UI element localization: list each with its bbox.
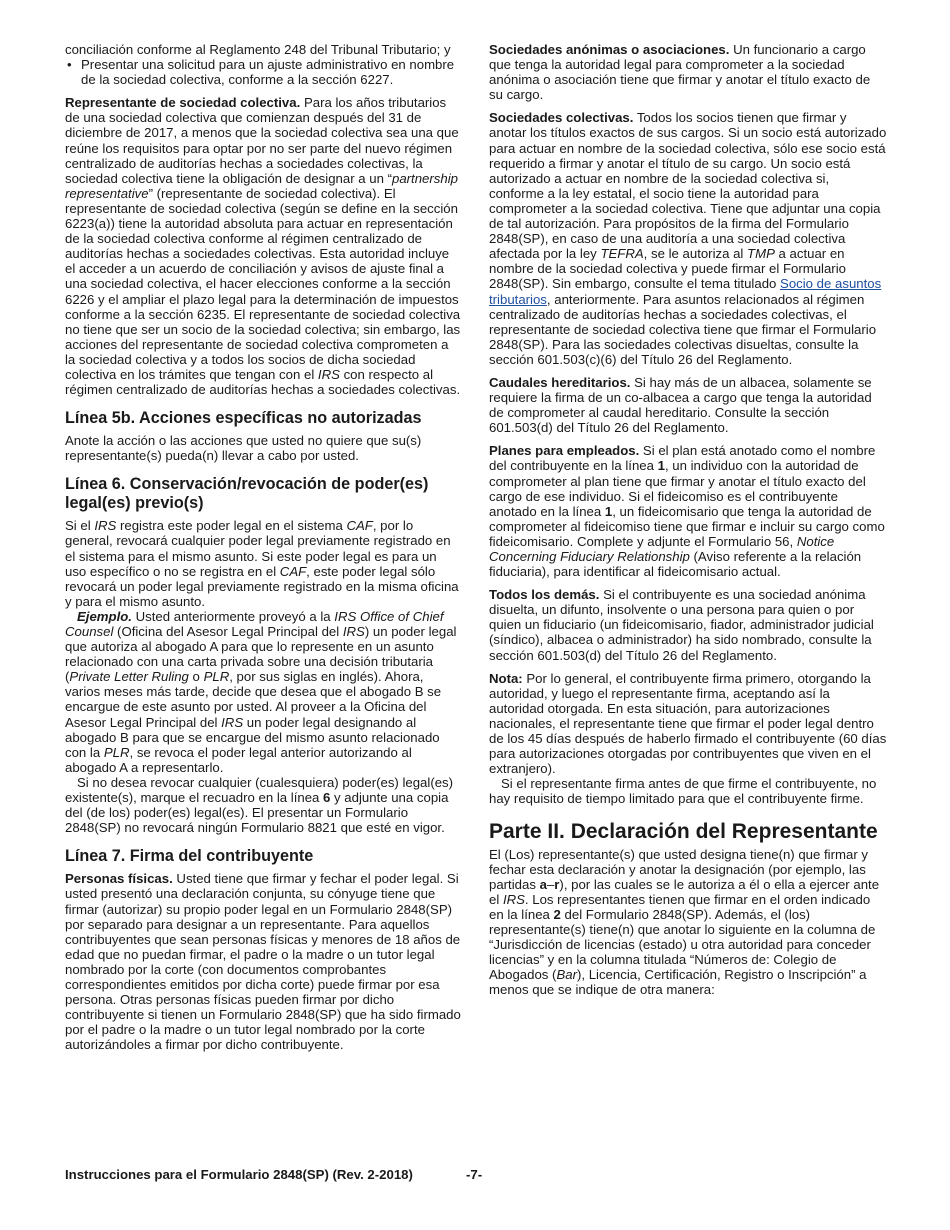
paragraph-heading: Todos los demás.: [489, 587, 600, 603]
bullet-icon: •: [67, 57, 72, 73]
italic-text: partnership representative: [65, 170, 458, 201]
italic-text: PLR: [103, 744, 130, 760]
text: a actuar en nombre de la sociedad colectiva y puede firmar el Formulario 2848(SP). Sin embargo, consulte el tema titulado: [489, 246, 846, 292]
text: Para los años tributarios de una sociedad colectiva que comienzan después del 31 de diciembre de 2017, a menos que la sociedad colectiva sea una que reúne los requisitos para optar por no ser parte del nuevo régimen centralizado de auditorías hechas a sociedades colectivas, la sociedad colectiva tiene la obligación de designar a un “: [65, 95, 459, 186]
left-column: [65, 42, 461, 1060]
italic-text: IRS: [221, 714, 244, 730]
paragraph: conciliación conforme al Reglamento 248 del Tribunal Tributario; y: [65, 42, 451, 57]
text: Todos los socios tienen que firmar y anotar los títulos exactos de sus cargos. Si un socio está autorizado para actuar en nombre de la sociedad colectiva, sólo ese socio está requerido a firmar y anotar el título de su cargo. Un socio está autorizado a actuar en nombre de la sociedad colectiva si, conforme a la ley estatal, el socio tiene la autoridad para comprometer a la sociedad colectiva. Tiene que adjuntar una copia de tal autorización. Para propósitos de la firma del Formulario 2848(SP), en caso de una auditoría a una sociedad colectiva afectada por la ley: [489, 110, 887, 262]
italic-text: Bar: [556, 967, 577, 983]
italic-text: CAF: [279, 563, 307, 579]
italic-text: CAF: [346, 518, 373, 534]
text: ” (representante de sociedad colectiva). El representante de sociedad colectiva (según se define en la sección 6223(a)) tiene la autoridad absoluta para actuar en representación de la sociedad colectiva conforme al régimen centralizado de auditorías hechas a sociedades colectivas. Esta autoridad incluye el acceder a un acuerdo de conciliación y avisos de ajuste final a una sociedad colectiva, el hacer elecciones conforme a la sección 6226 y el ampliar el plazo legal para la determinación de impuestos conforme a la sección 6235. El representante de sociedad colectiva no tiene que ser un socio de la sociedad colectiva; sin embargo, las acciones del representante de sociedad colectiva comprometen a la sociedad colectiva y a todos los socios de dicha sociedad colectiva en los trámites que tengan con el: [65, 185, 461, 382]
text: y adjunte una copia del (de los) poder(es) legal(es). El presentar un Formulario 2848(SP) no revocará ningún Formulario 8821 que esté en vigor.: [65, 790, 449, 836]
paragraph: Anote la acción o las acciones que usted no quiere que su(s) representante(s) pueda(n) llevar a cabo por usted.: [65, 433, 422, 464]
italic-text: PLR: [203, 669, 230, 685]
text: El (Los) representante(s) que usted designa tiene(n) que firmar y fechar esta declaración y anotar la designación (por ejemplo, las partidas: [489, 846, 868, 892]
footer-title: Instrucciones para el Formulario 2848(SP) (Rev. 2-2018): [65, 1167, 413, 1182]
text: , por lo general, revocará cualquier poder legal previamente registrado en el sistema para el mismo asunto. Si este poder legal es para un uso específico o no se registra en el: [65, 518, 451, 579]
text: registra este poder legal en el sistema: [116, 518, 347, 534]
text: un poder legal designando al abogado B para que se encargue del mismo asunto relacionado con la: [65, 714, 440, 760]
paragraph: [65, 518, 461, 609]
heading-line-7: Línea 7. Firma del contribuyente: [65, 847, 314, 866]
paragraph: [65, 775, 461, 835]
paragraph-heading: Sociedades anónimas o asociaciones.: [489, 42, 730, 57]
note-label: Nota:: [489, 670, 523, 686]
bullet-item: [65, 57, 461, 87]
bold-text: r: [554, 876, 560, 892]
italic-text: Notice Concerning Fiduciary Relationship: [489, 533, 835, 564]
italic-text: TEFRA: [600, 246, 644, 262]
text: Un funcionario a cargo que tenga la autoridad legal para comprometer a la sociedad anónima o asociación tiene que firmar y anotar el título exacto de su cargo.: [489, 42, 871, 103]
text: Si no desea revocar cualquier (cualesquiera) poder(es) legal(es) existente(s), marque el recuadro en la línea: [65, 774, 454, 806]
all-others-paragraph: [489, 587, 887, 662]
partnerships-paragraph: [489, 110, 887, 367]
corporations-paragraph: [489, 42, 887, 102]
text: ) un poder legal que autoriza al abogado A para que lo represente en un asunto relacionado con una carta privada sobre una decisión tributaria (: [65, 624, 457, 685]
text: –: [546, 876, 555, 892]
text: Por lo general, el contribuyente firma primero, otorgando la autoridad, y luego el representante firma, aceptando así la autoridad otorgada. En esta situación, para autorizaciones nacionales, el representante tiene que firmar el poder legal dentro de los 45 días después de haberlo firmado el contribuyente (60 días para autorizaciones otorgadas por contribuyentes que viven en el extranjero).: [489, 670, 887, 777]
paragraph-heading: Caudales hereditarios.: [489, 374, 631, 390]
paragraph-heading: Personas físicas.: [65, 871, 173, 887]
italic-text: IRS Office of Chief Counsel: [65, 608, 444, 639]
text: Usted anteriormente proveyó a la: [131, 608, 335, 624]
bold-text: a: [539, 876, 547, 892]
partnership-representative-paragraph: [65, 95, 461, 397]
text: , se le autoriza al: [643, 246, 748, 262]
italic-text: TMP: [747, 246, 775, 262]
page-number: -7-: [466, 1167, 483, 1182]
bold-text: 2: [553, 906, 561, 922]
italic-text: IRS: [342, 624, 365, 639]
italic-text: IRS: [502, 891, 525, 907]
text: , un fideicomisario que tenga la autoridad de comprometer al fideicomiso tiene que firmar e incluir su cargo como fideicomisario. Complete y adjunte el Formulario 56,: [489, 503, 885, 549]
heading-line-6: Línea 6. Conservación/revocación de poder(es) legal(es) previo(s): [65, 475, 429, 513]
text: Usted tiene que firmar y fechar el poder legal. Si usted presentó una declaración conjunta, su cónyuge tiene que firmar (autorizar) su propio poder legal en un Formulario 2848(SP) por separado para designar a un representante. Para aquellos contribuyentes que sean personas físicas y menores de 18 años de edad que no puedan firmar, el padre o la madre o un tutor legal nombrado por la corte (con documentos comprobantes correspondientes emitidos por dicha corte) puede firmar por esa persona. Otras personas físicas pueden firmar por dicho contribuyente si tienen un Formulario 2848(SP) que ha sido firmado por el padre o la madre o un tutor legal nombrado por la corte autorizándoles a firmar por dicho contribuyente.: [65, 871, 461, 1053]
bold-text: 1: [604, 503, 613, 519]
employee-plans-paragraph: [489, 443, 887, 579]
individuals-paragraph: [65, 871, 461, 1052]
bold-text: 1: [657, 458, 665, 474]
text: , anteriormente. Para asuntos relacionados al régimen centralizado de auditorías hechas a sociedades colectivas, el representante de sociedad colectiva tiene que firmar el Formulario 2848(SP). Para las sociedades colectivas disueltas, consulte la sección 601.503(c)(6) del Título 26 del Reglamento.: [489, 291, 877, 367]
italic-text: Private Letter Ruling: [69, 669, 189, 685]
paragraph-heading: Planes para empleados.: [489, 443, 640, 459]
text: Si el plan está anotado como el nombre del contribuyente en la línea: [489, 443, 876, 474]
text: del Formulario 2848(SP). Además, el (los) representante(s) tiene(n) que anotar lo siguiente en la columna de “Jurisdicción de licencias (estado) u otra autoridad para conceder licencias” y en la columna titulada “Números de: Colegio de Abogados (: [489, 906, 876, 983]
heading-part-ii: Parte II. Declaración del Representante: [489, 819, 878, 843]
text: Si hay más de un albacea, solamente se requiere la firma de un co-albacea a cargo que tenga la autoridad de comprometer al caudal hereditario. Consulte la sección 601.503(d) del Título 26 del Reglamento.: [489, 374, 872, 436]
paragraph-heading: Sociedades colectivas.: [489, 110, 634, 126]
text: (Aviso referente a la relación fiduciaria), para identificar al fideicomisario actual.: [489, 549, 862, 580]
text: con respecto al régimen centralizado de auditorías hechas a sociedades colectivas.: [65, 366, 461, 398]
paragraph-heading: Representante de sociedad colectiva.: [65, 95, 301, 111]
text: , por sus siglas en inglés). Ahora, varios meses más tarde, decide que desea que el abogado B se encargue de este asunto por usted. Al proveer a la Oficina del Asesor Legal Principal del: [65, 669, 442, 730]
estates-paragraph: [489, 375, 887, 435]
text: , un individuo con la autoridad de comprometer al plan tiene que firmar y anotar el título exacto del cargo de ese individuo. Si el fideicomiso es el contribuyente anotado en la línea: [489, 458, 866, 519]
text: . Los representantes tienen que firmar en el orden indicado en la línea: [489, 891, 871, 922]
right-column: [489, 42, 887, 1005]
example-paragraph: [65, 609, 461, 775]
bullet-text: Presentar una solicitud para un ajuste administrativo en nombre de la sociedad colectiva, conforme a la sección 6227.: [81, 57, 455, 88]
text: Si el: [65, 518, 95, 534]
heading-line-5b: Línea 5b. Acciones específicas no autorizadas: [65, 409, 422, 428]
bold-text: 6: [323, 790, 331, 806]
tax-matters-partner-link[interactable]: Socio de asuntos tributarios: [489, 276, 882, 307]
italic-text: IRS: [317, 366, 340, 382]
paragraph: Si el representante firma antes de que firme el contribuyente, no hay requisito de tiempo limitado para que el contribuyente firme.: [489, 776, 877, 807]
italic-text: IRS: [94, 518, 117, 534]
text: , este poder legal sólo revocará un poder legal previamente registrado en la misma oficina y para el mismo asunto.: [65, 563, 459, 609]
text: ), por las cuales se le autoriza a él o ella a ejercer ante el: [489, 876, 880, 907]
example-label: Ejemplo.: [77, 608, 132, 624]
text: ), Licencia, Certificación, Registro o Inscripción” a menos que se indique de otra manera:: [489, 967, 867, 998]
note-paragraph: [489, 671, 887, 777]
part-ii-paragraph: [489, 847, 887, 998]
text: o: [188, 669, 204, 685]
text: (Oficina del Asesor Legal Principal del: [113, 624, 343, 639]
text: , se revoca el poder legal anterior autorizando al abogado A a representarlo.: [65, 744, 412, 775]
text: Si el contribuyente es una sociedad anónima disuelta, un difunto, insolvente o una persona para quien o por quien un fiduciario (un fideicomisario, fiador, administrador judicial (síndico), albacea o administrador) ha sido nombrado, consulte la sección 601.503(d) del Título 26 del Reglamento.: [489, 587, 874, 663]
